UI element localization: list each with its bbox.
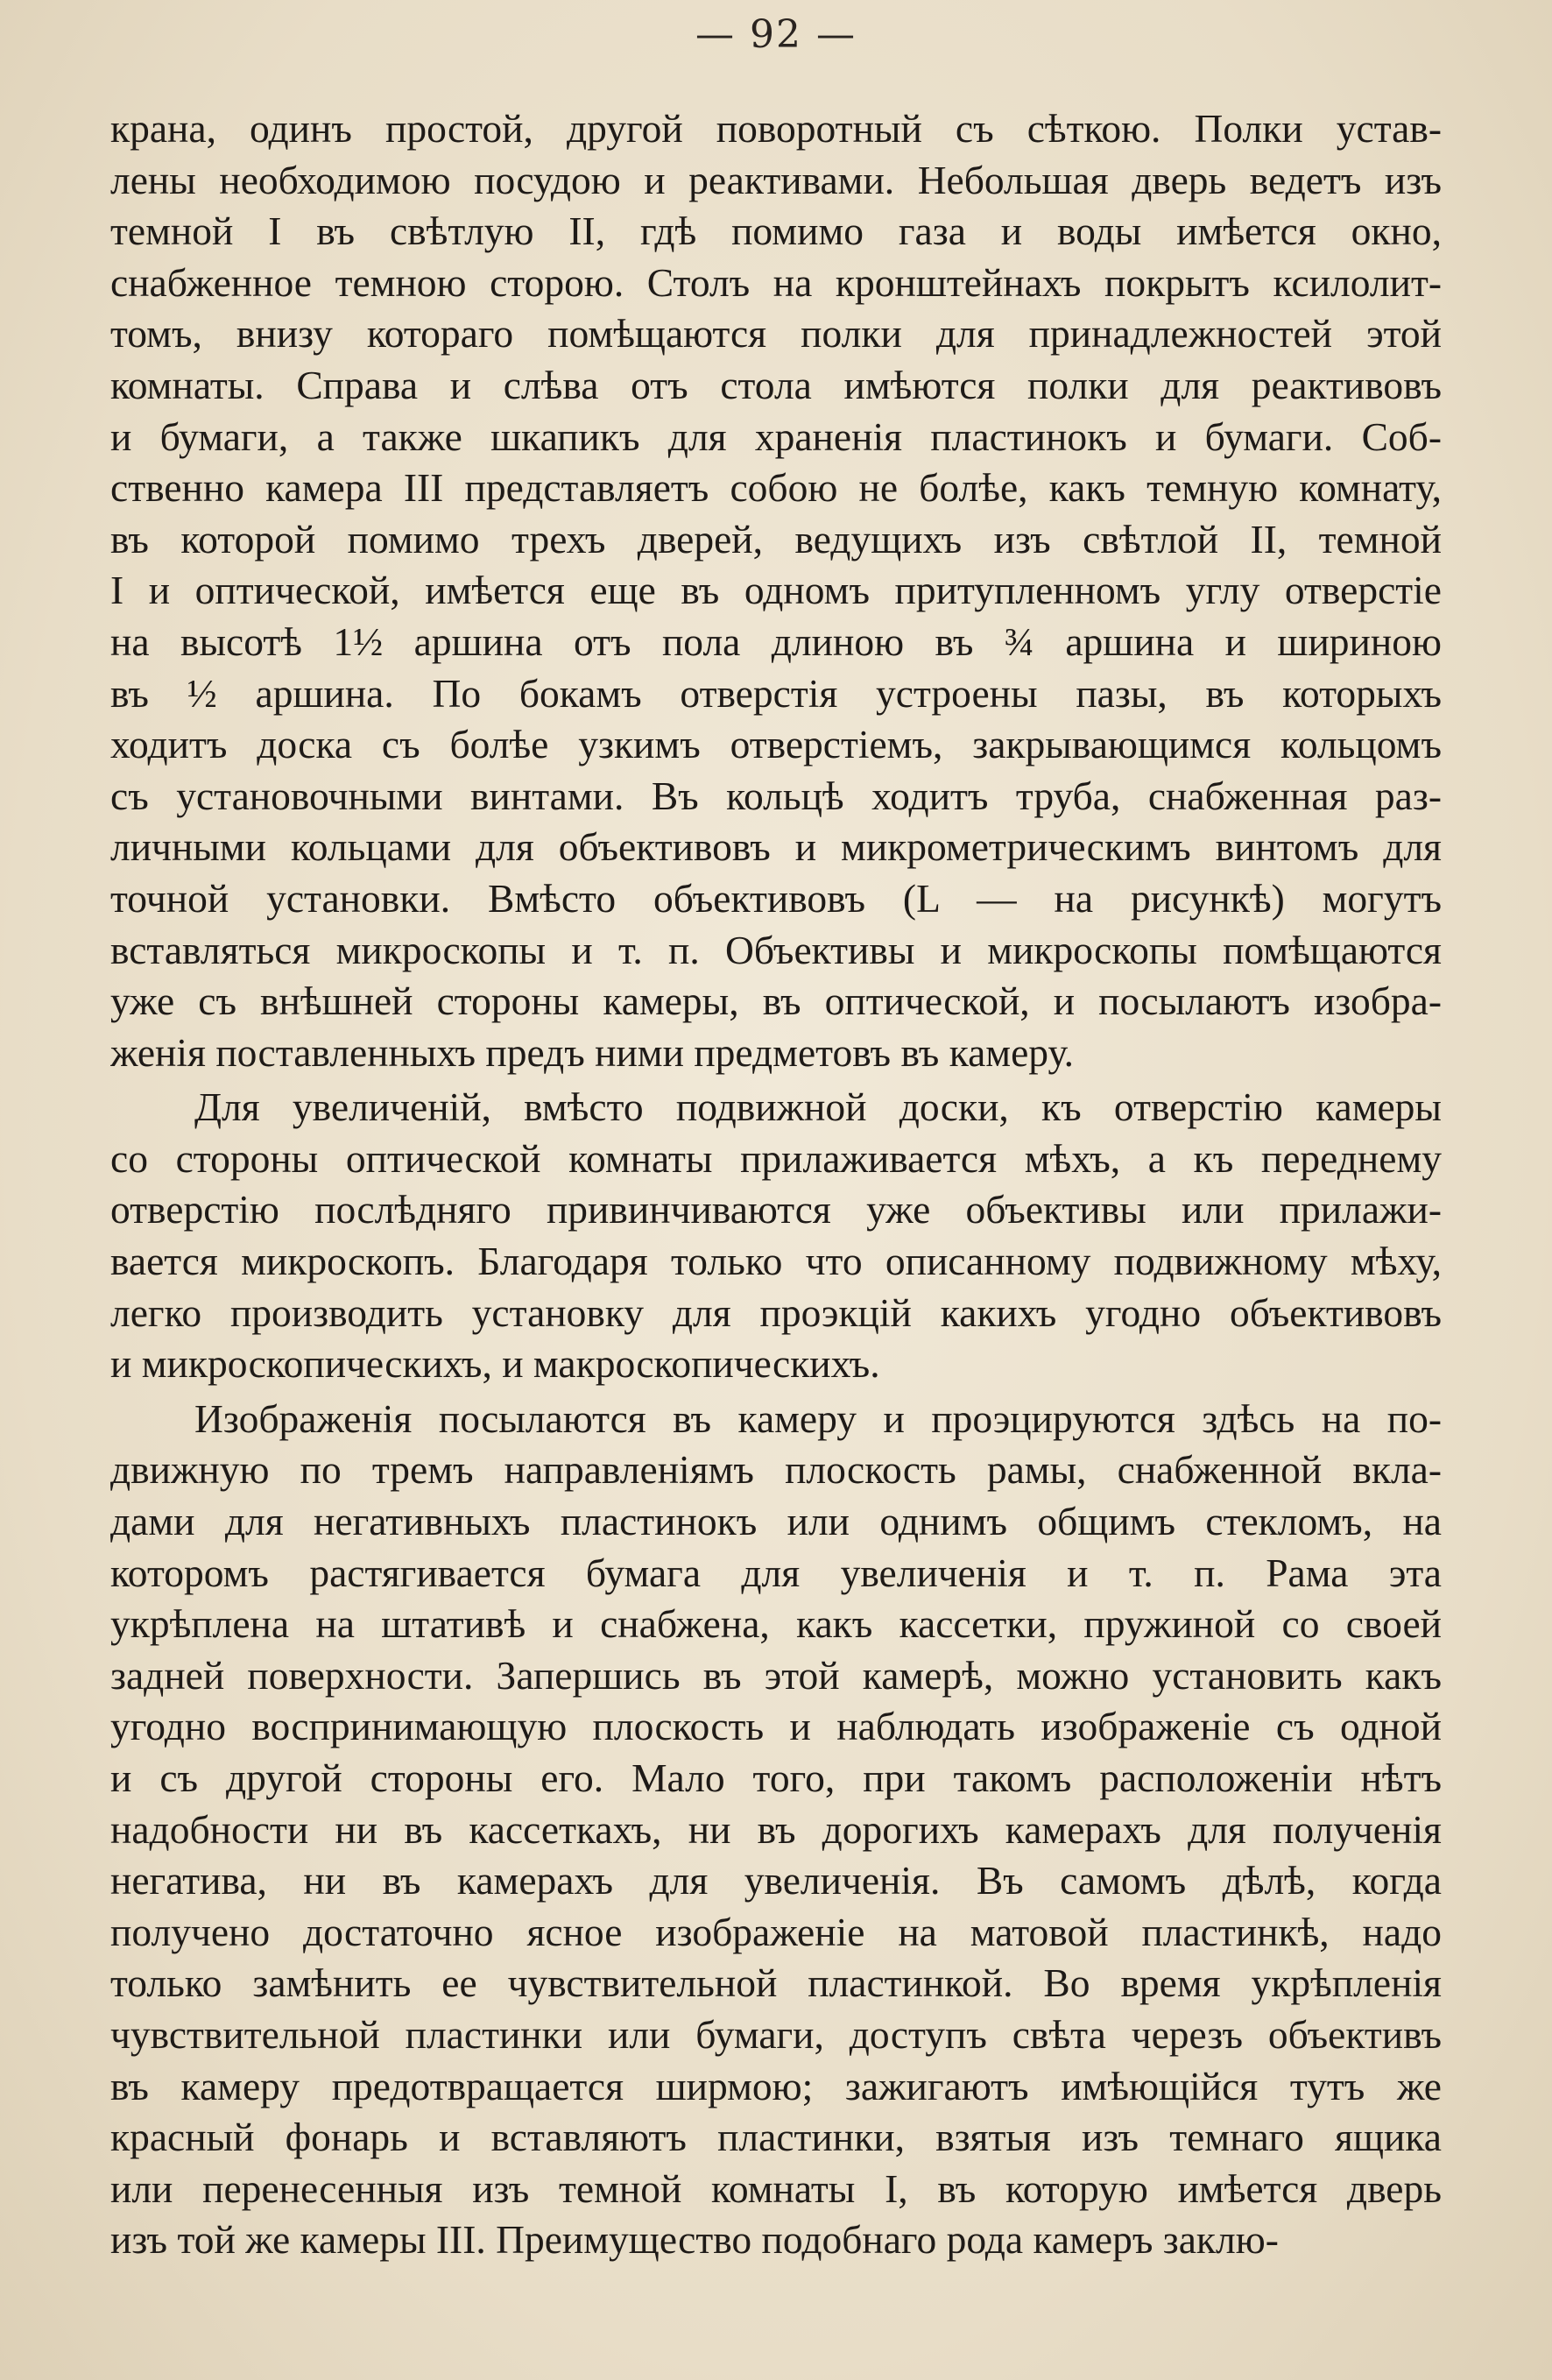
text-line: негатива, ни въ камерахъ для увеличенія. Въ самомъ дѣлѣ, когда [110,1858,1442,1903]
text-line: и съ другой стороны его. Мало того, при такомъ расположеніи нѣтъ [110,1755,1442,1800]
text-line: ственно камера III представляетъ собою не болѣе, какъ темную комнату, [110,465,1442,511]
text-line: Для увеличеній, вмѣсто подвижной доски, къ отверстію камеры [194,1084,1442,1130]
text-line: темной I въ свѣтлую II, гдѣ помимо газа и воды имѣется окно, [110,208,1442,254]
paragraph [110,103,1442,1078]
text-line: укрѣплена на штативѣ и снабжена, какъ кассетки, пружиной со своей [110,1601,1442,1647]
text-line: и микроскопическихъ, и макроскопическихъ. [110,1341,880,1387]
page-number: — 92 — [695,12,857,57]
text-line: или перенесенныя изъ темной комнаты I, въ которую имѣется дверь [110,2165,1442,2211]
text-line: красный фонарь и вставляютъ пластинки, взятыя изъ темнаго ящика [110,2115,1442,2160]
text-line: дами для негативныхъ пластинокъ или однимъ общимъ стекломъ, на [110,1499,1442,1544]
paragraph [110,1394,1442,2266]
text-line: въ которой помимо трехъ дверей, ведущихъ изъ свѣтлой II, темной [110,516,1442,561]
text-line: задней поверхности. Запершись въ этой камерѣ, можно установить какъ [110,1652,1442,1698]
text-line: и бумаги, а также шкапикъ для храненія пластинокъ и бумаги. Соб- [110,413,1442,459]
text-line: изъ той же камеры III. Преимущество подобнаго рода камеръ заклю- [110,2217,1279,2263]
text-line: женія поставленныхъ предъ ними предметовъ въ камеру. [110,1029,1075,1075]
text-line: уже съ внѣшней стороны камеры, въ оптической, и посылаютъ изобра- [110,978,1442,1024]
text-line: въ камеру предотвращается ширмою; зажигаютъ имѣющійся тутъ же [110,2063,1442,2108]
text-line: въ ½ аршина. По бокамъ отверстія устроены пазы, въ которыхъ [110,670,1442,716]
text-line: легко производить установку для проэкцій какихъ угодно объективовъ [110,1289,1442,1335]
text-line: получено достаточно ясное изображеніе на матовой пластинкѣ, надо [110,1909,1442,1954]
text-line: чувствительной пластинки или бумаги, доступъ свѣта черезъ объективъ [110,2011,1442,2057]
body-text [110,103,1442,2266]
text-line: крана, одинъ простой, другой поворотный съ сѣткою. Полки устав- [110,106,1442,151]
text-line: личными кольцами для объективовъ и микрометрическимъ винтомъ для [110,824,1442,870]
text-line: угодно воспринимающую плоскость и наблюдать изображеніе съ одной [110,1704,1442,1749]
paragraph [110,1082,1442,1390]
text-line: вается микроскопъ. Благодаря только что описанному подвижному мѣху, [110,1239,1442,1284]
text-line: точной установки. Вмѣсто объективовъ (L — на рисункѣ) могутъ [110,875,1442,921]
text-line: томъ, внизу котораго помѣщаются полки для принадлежностей этой [110,311,1442,357]
text-line: надобности ни въ кассеткахъ, ни въ дорогихъ камерахъ для полученія [110,1806,1442,1852]
text-line: снабженное темною сторою. Столъ на кронштейнахъ покрытъ ксилолит- [110,259,1442,305]
text-line: съ установочными винтами. Въ кольцѣ ходитъ труба, снабженная раз- [110,773,1442,818]
text-line: со стороны оптической комнаты прилаживается мѣхъ, а къ переднему [110,1135,1442,1181]
text-line: отверстію послѣдняго привинчиваются уже объективы или прилажи- [110,1187,1442,1232]
text-line: комнаты. Справа и слѣва отъ стола имѣются полки для реактивовъ [110,362,1442,407]
text-line: вставляться микроскопы и т. п. Объективы и микроскопы помѣщаются [110,927,1442,972]
text-line: только замѣнить ее чувствительной пластинкой. Во время укрѣпленія [110,1960,1442,2006]
text-line: лены необходимою посудою и реактивами. Небольшая дверь ведетъ изъ [110,157,1442,202]
text-line: Изображенія посылаются въ камеру и проэцируются здѣсь на по- [194,1395,1442,1441]
text-line: которомъ растягивается бумага для увеличенія и т. п. Рама эта [110,1550,1442,1595]
text-line: движную по тремъ направленіямъ плоскость рамы, снабженной вкла- [110,1447,1442,1493]
text-line: на высотѣ 1½ аршина отъ пола длиною въ ¾ аршина и шириною [110,618,1442,664]
text-line: I и оптической, имѣется еще въ одномъ притупленномъ углу отверстіе [110,568,1442,613]
text-line: ходитъ доска съ болѣе узкимъ отверстіемъ, закрывающимся кольцомъ [110,722,1442,767]
